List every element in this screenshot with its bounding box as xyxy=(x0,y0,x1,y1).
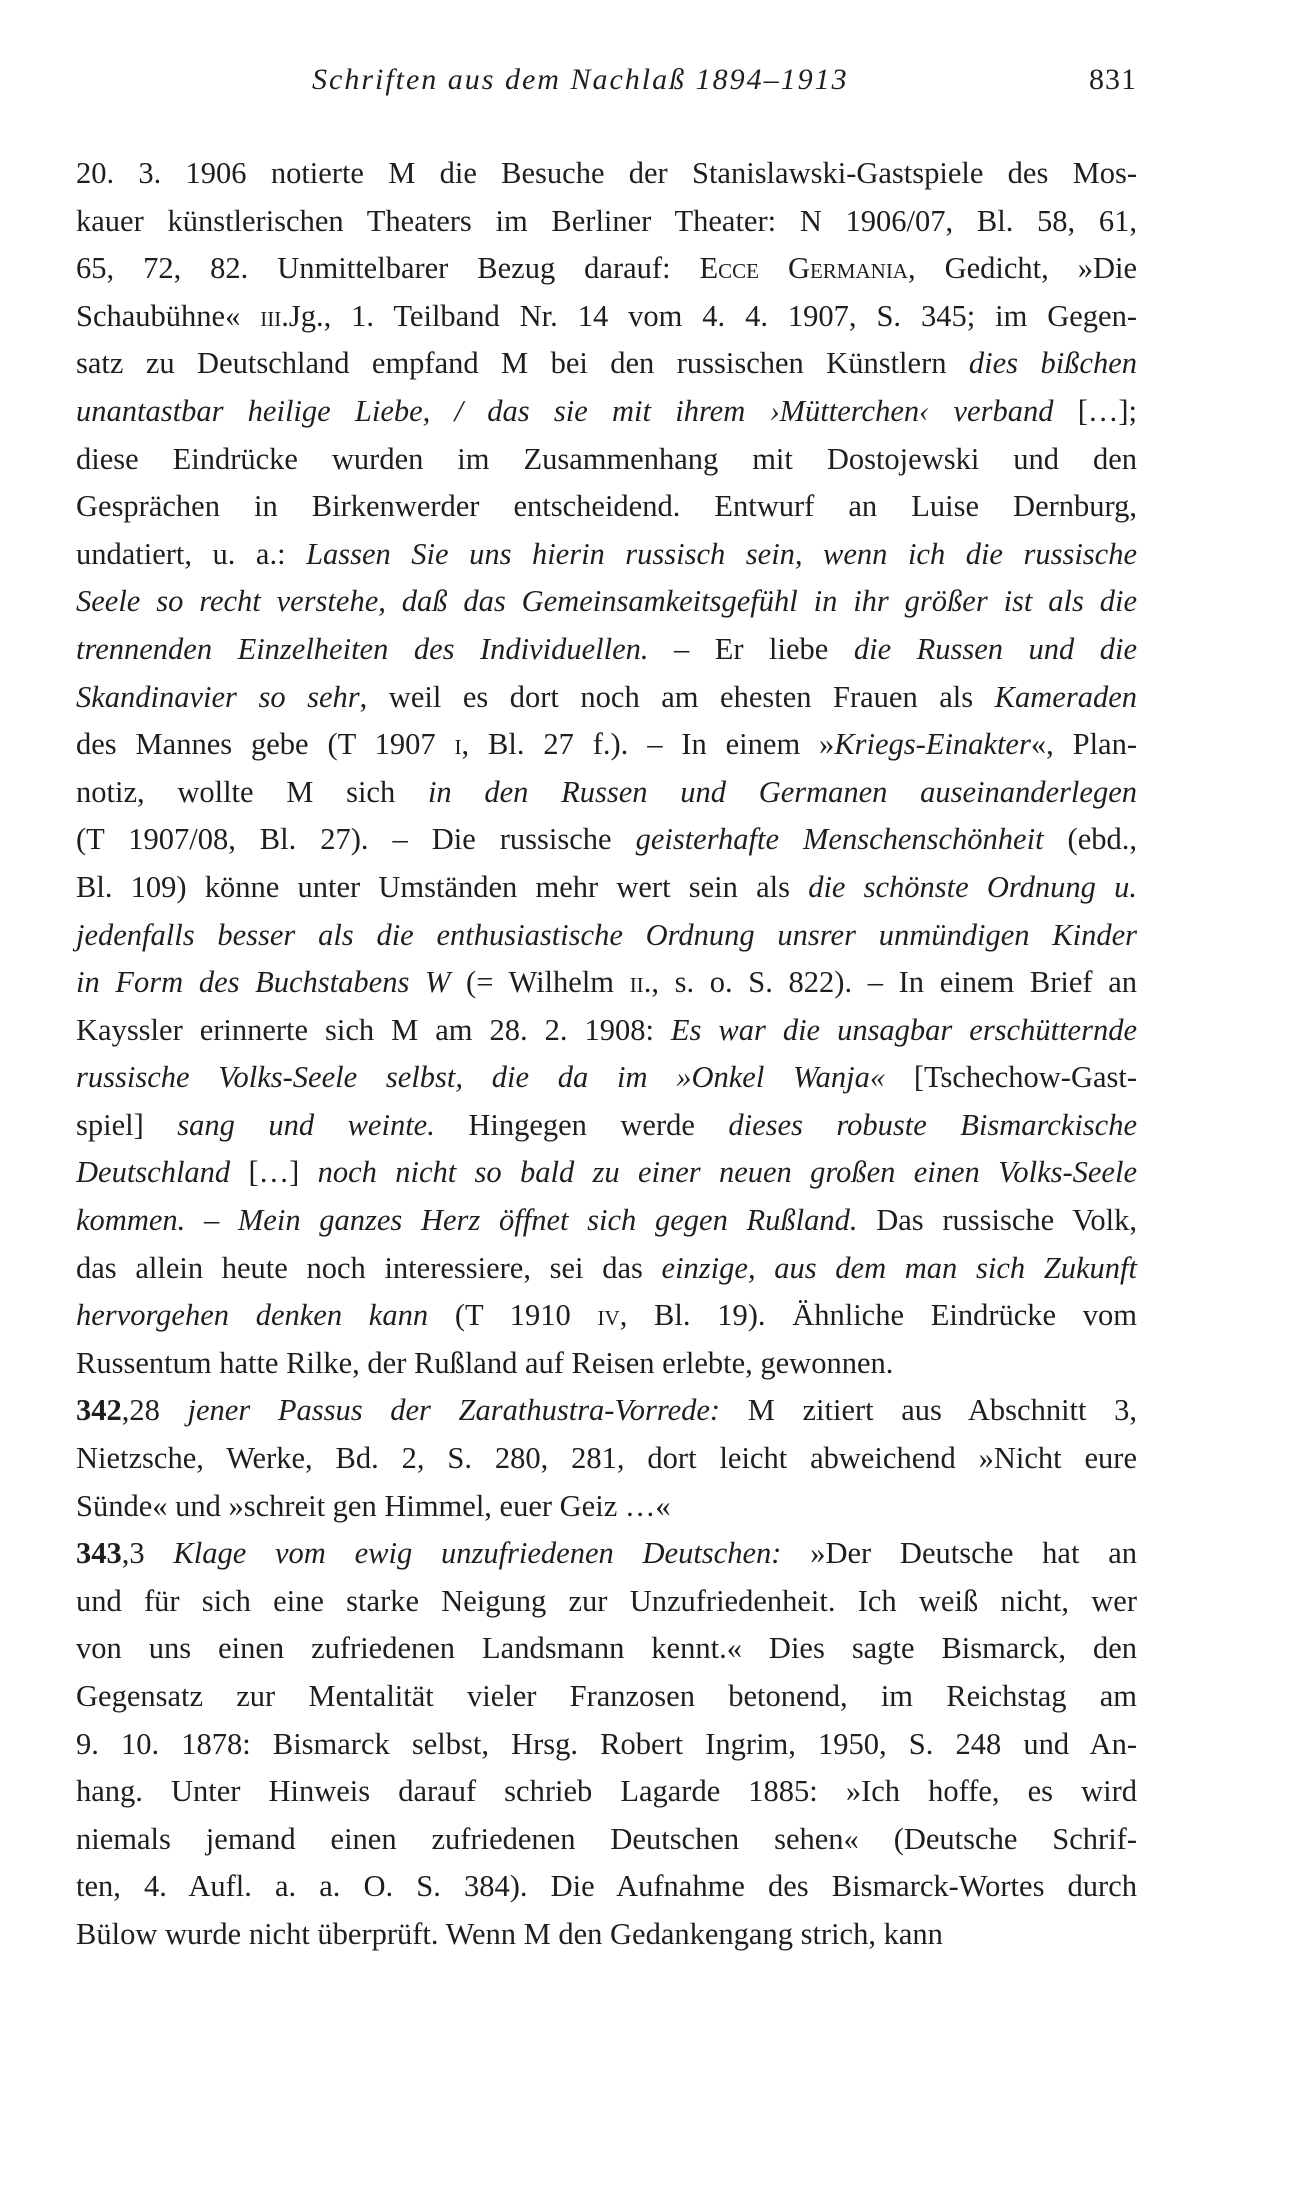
text-line-content xyxy=(76,1149,1137,1197)
italic-quote-run: die schönste Ordnung u. xyxy=(808,869,1137,904)
text-line xyxy=(76,1483,1137,1531)
text-line-content xyxy=(76,150,1137,198)
text-line-content xyxy=(76,1435,1137,1483)
italic-quote-run: Kameraden xyxy=(994,679,1137,714)
text-run: , weil es dort noch am ehesten Frauen als xyxy=(359,679,995,714)
running-title: Schriften aus dem Nachlaß 1894–1913 xyxy=(312,63,849,96)
text-run: […]; xyxy=(1053,393,1137,428)
small-caps-run: i xyxy=(454,727,462,762)
text-line-content xyxy=(76,245,1137,293)
italic-quote-run: sang und weinte. xyxy=(177,1107,435,1142)
text-line-content xyxy=(76,1245,1137,1293)
text-run: das allein heute noch interessiere, sei das xyxy=(76,1250,662,1285)
italic-quote-run: jener Passus der Zarathustra-Vorrede: xyxy=(187,1393,721,1428)
text-line xyxy=(76,1340,1137,1388)
italic-quote-run: die Russen und die xyxy=(853,631,1138,666)
text-run: (= Wilhelm xyxy=(450,965,630,1000)
text-run: spiel] xyxy=(76,1107,178,1142)
text-run: 65, 72, 82. Unmittelbarer Bezug darauf: xyxy=(76,251,700,286)
text-run: kauer künstlerischen Theaters im Berliner Theater: N 1906/07, Bl. 58, 61, xyxy=(76,203,1137,238)
text-line-content xyxy=(76,1673,1137,1721)
text-run: Bl. 109) könne unter Umständen mehr wert sein als xyxy=(76,869,809,904)
text-line xyxy=(76,626,1137,674)
text-line xyxy=(76,340,1137,388)
small-caps-run: iii xyxy=(260,298,282,333)
text-line xyxy=(76,1863,1137,1911)
italic-quote-run: noch nicht so bald zu einer neuen großen einen Volks-Seele xyxy=(317,1155,1137,1190)
text-line xyxy=(76,1673,1137,1721)
text-line-content xyxy=(76,912,1137,960)
italic-quote-run: hervorgehen denken kann xyxy=(76,1298,429,1333)
text-run: Bülow wurde nicht überprüft. Wenn M den Gedankengang strich, kann xyxy=(76,1916,943,1951)
text-run: von uns einen zufriedenen Landsmann kennt.« Dies sagte Bismarck, den xyxy=(76,1631,1137,1666)
text-line xyxy=(76,1435,1137,1483)
text-line-content xyxy=(76,1911,1137,1959)
text-run: Schaubühne« xyxy=(76,298,261,333)
text-run: 9. 10. 1878: Bismarck selbst, Hrsg. Robert Ingrim, 1950, S. 248 und An- xyxy=(76,1726,1137,1761)
italic-quote-run: dies bißchen xyxy=(968,346,1137,381)
italic-quote-run: kommen. – Mein ganzes Herz öffnet sich gegen Rußland. xyxy=(76,1203,858,1238)
text-run: hang. Unter Hinweis darauf schrieb Lagarde 1885: »Ich hoffe, es wird xyxy=(76,1774,1137,1809)
text-line xyxy=(76,1102,1137,1150)
text-line xyxy=(76,912,1137,960)
text-line xyxy=(76,293,1137,341)
text-line-content xyxy=(76,436,1137,484)
text-line-content xyxy=(76,1007,1137,1055)
text-line xyxy=(76,1387,1137,1435)
text-line xyxy=(76,1768,1137,1816)
italic-quote-run: russische Volks-Seele selbst, die da im »Onkel Wanja« xyxy=(76,1060,886,1095)
text-line xyxy=(76,1245,1137,1293)
text-run: , Gedicht, »Die xyxy=(907,251,1137,286)
text-run: , Bl. 19). Ähnliche Eindrücke vom xyxy=(619,1298,1137,1333)
text-line xyxy=(76,1578,1137,1626)
text-run: Gesprächen in Birkenwerder entscheidend. Entwurf an Luise Dernburg, xyxy=(76,489,1137,524)
text-line-content xyxy=(76,674,1137,722)
italic-quote-run: Seele so recht verstehe, daß das Gemeinsamkeitsgefühl in ihr größer ist als die xyxy=(76,584,1137,619)
text-run: ., s. o. S. 822). – In einem Brief an xyxy=(643,965,1138,1000)
italic-quote-run: Skandinavier so sehr xyxy=(76,679,360,714)
text-line xyxy=(76,245,1137,293)
text-line xyxy=(76,1721,1137,1769)
text-line-content xyxy=(76,1340,1137,1388)
text-run: Gegensatz zur Mentalität vieler Franzosen betonend, im Reichstag am xyxy=(76,1679,1137,1713)
text-line-content xyxy=(76,1483,1137,1531)
text-line-content xyxy=(76,483,1137,531)
text-line xyxy=(76,578,1137,626)
text-run: ten, 4. Aufl. a. a. O. S. 384). Die Aufnahme des Bismarck-Wortes durch xyxy=(76,1869,1137,1904)
text-line-content xyxy=(76,1768,1137,1816)
text-line xyxy=(76,816,1137,864)
small-caps-run: Ecce Germania xyxy=(699,251,908,286)
text-line xyxy=(76,864,1137,912)
text-run: (T 1907/08, Bl. 27). – Die russische xyxy=(76,822,636,857)
text-line xyxy=(76,483,1137,531)
text-run: Das russische Volk, xyxy=(857,1203,1137,1238)
text-run: [Tschechow-Gast- xyxy=(885,1060,1138,1095)
text-line xyxy=(76,436,1137,484)
text-line-content xyxy=(76,626,1137,674)
italic-quote-run: geisterhafte Menschenschönheit xyxy=(635,822,1044,857)
text-line-content xyxy=(76,1054,1137,1102)
italic-quote-run: einzige, aus dem man sich Zukunft xyxy=(661,1250,1137,1285)
text-run: Nietzsche, Werke, Bd. 2, S. 280, 281, dort leicht abweichend »Nicht eure xyxy=(76,1441,1137,1476)
text-run: satz zu Deutschland empfand M bei den russischen Künstlern xyxy=(76,346,969,381)
text-run: […] xyxy=(230,1155,318,1190)
italic-quote-run: Deutschland xyxy=(76,1155,231,1190)
italic-quote-run: jedenfalls besser als die enthusiastische Ordnung unsrer unmündigen Kinder xyxy=(76,917,1137,952)
text-run: Hingegen werde xyxy=(434,1107,729,1142)
text-run: des Mannes gebe (T 1907 xyxy=(76,727,455,762)
italic-quote-run: trennenden Einzelheiten des Individuellen. xyxy=(76,631,649,666)
text-line xyxy=(76,1625,1137,1673)
running-head xyxy=(312,56,1137,104)
text-run: M zitiert aus Abschnitt 3, xyxy=(720,1393,1138,1428)
text-line-content xyxy=(76,1625,1137,1673)
italic-quote-run: Es war die unsagbar erschütternde xyxy=(670,1012,1137,1047)
text-line xyxy=(76,674,1137,722)
italic-quote-run: Klage vom ewig unzufriedenen Deutschen: xyxy=(173,1536,782,1571)
page-number: 831 xyxy=(1089,63,1137,96)
text-line-content xyxy=(76,1102,1137,1150)
lemma-number: 343 xyxy=(76,1536,122,1571)
italic-quote-run: Kriegs-Einakter xyxy=(834,727,1031,762)
text-line xyxy=(76,1197,1137,1245)
text-run: Kayssler erinnerte sich M am 28. 2. 1908: xyxy=(76,1012,671,1047)
text-line-content xyxy=(76,1863,1137,1911)
text-run: notiz, wollte M sich xyxy=(76,774,428,809)
text-line-content xyxy=(76,1387,1137,1435)
text-line-content xyxy=(76,340,1137,388)
italic-quote-run: in den Russen und Germanen auseinanderlegen xyxy=(427,774,1137,809)
text-run: , Bl. 27 f.). – In einem » xyxy=(461,727,835,762)
text-line-content xyxy=(76,1578,1137,1626)
text-line xyxy=(76,769,1137,817)
text-line-content xyxy=(76,721,1137,769)
text-line xyxy=(76,1530,1137,1578)
text-line xyxy=(76,531,1137,579)
text-run: ,3 xyxy=(121,1536,174,1571)
text-line-content xyxy=(76,1530,1137,1578)
text-run: niemals jemand einen zufriedenen Deutschen sehen« (Deutsche Schrif- xyxy=(76,1821,1137,1856)
text-line-content xyxy=(76,769,1137,817)
text-line-content xyxy=(76,531,1137,579)
text-line-content xyxy=(76,388,1137,436)
text-line-content xyxy=(76,864,1137,912)
text-run: – Er liebe xyxy=(648,631,854,666)
text-line xyxy=(76,388,1137,436)
text-run: undatiert, u. a.: xyxy=(76,536,307,571)
text-line xyxy=(76,1292,1137,1340)
text-line-content xyxy=(76,1292,1137,1340)
italic-quote-run: Lassen Sie uns hierin russisch sein, wenn ich die russische xyxy=(306,536,1137,571)
text-line xyxy=(76,959,1137,1007)
text-run: Russentum hatte Rilke, der Rußland auf Reisen erlebte, gewonnen. xyxy=(76,1345,894,1380)
text-run: 20. 3. 1906 notierte M die Besuche der Stanislawski-Gastspiele des Mos- xyxy=(76,156,1137,190)
text-run: und für sich eine starke Neigung zur Unzufriedenheit. Ich weiß nicht, wer xyxy=(76,1583,1137,1618)
italic-quote-run: dieses robuste Bismarckische xyxy=(728,1107,1137,1142)
text-line xyxy=(76,198,1137,246)
text-line-content xyxy=(76,1197,1137,1245)
text-line xyxy=(76,1911,1137,1959)
text-line-content xyxy=(76,959,1137,1007)
text-line xyxy=(76,150,1137,198)
text-line-content xyxy=(76,1721,1137,1769)
text-line-content xyxy=(76,816,1137,864)
text-line xyxy=(76,1816,1137,1864)
small-caps-run: ii xyxy=(629,965,644,1000)
text-run: (T 1910 xyxy=(428,1298,598,1333)
commentary-body xyxy=(76,150,1137,1959)
italic-quote-run: unantastbar heilige Liebe, / das sie mit ihrem ›Mütterchen‹ verband xyxy=(76,393,1054,428)
text-line-content xyxy=(76,293,1137,341)
italic-quote-run: in Form des Buchstabens W xyxy=(76,965,451,1000)
text-run: ,28 xyxy=(121,1393,188,1428)
text-run: .Jg., 1. Teilband Nr. 14 vom 4. 4. 1907, S. 345; im Gegen- xyxy=(281,298,1137,333)
text-line xyxy=(76,1149,1137,1197)
text-run: «, Plan- xyxy=(1030,727,1137,762)
text-line xyxy=(76,1007,1137,1055)
text-line-content xyxy=(76,198,1137,246)
text-line xyxy=(76,721,1137,769)
text-run: Sünde« und »schreit gen Himmel, euer Geiz …« xyxy=(76,1488,671,1523)
text-run: (ebd., xyxy=(1043,822,1137,857)
small-caps-run: iv xyxy=(597,1298,620,1333)
text-line-content xyxy=(76,578,1137,626)
lemma-number: 342 xyxy=(76,1393,122,1428)
text-line xyxy=(76,1054,1137,1102)
text-run: »Der Deutsche hat an xyxy=(781,1536,1137,1571)
text-line-content xyxy=(76,1816,1137,1864)
text-run: diese Eindrücke wurden im Zusammenhang mit Dostojewski und den xyxy=(76,441,1137,476)
